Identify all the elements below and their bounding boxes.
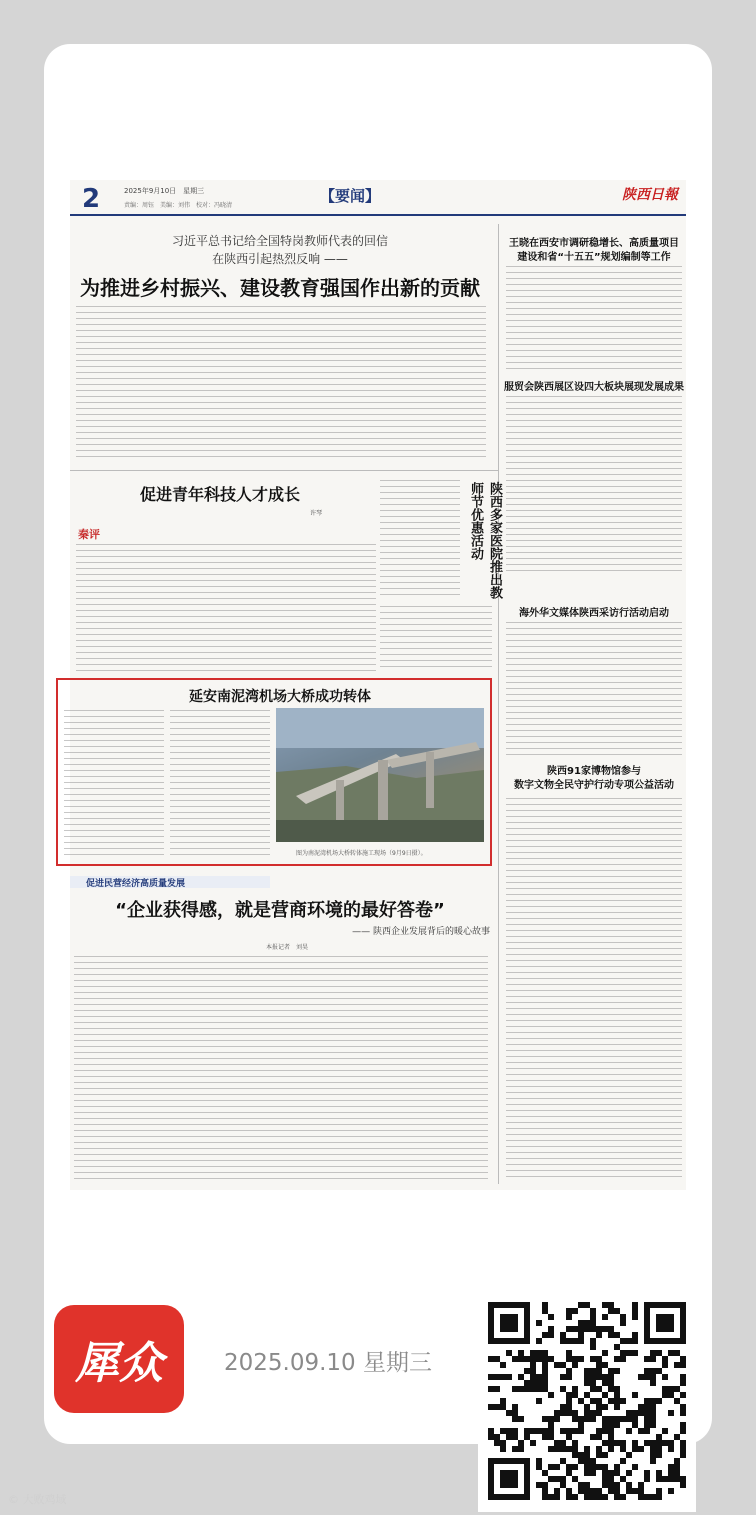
business-tag: 促进民营经济高质量发展 bbox=[86, 879, 186, 889]
page-number: 2 bbox=[82, 184, 101, 214]
masthead-date: 2025年9月10日 星期三 bbox=[124, 187, 205, 195]
teachers-body bbox=[380, 480, 460, 600]
app-logo-text: 犀众 bbox=[75, 1338, 163, 1389]
teachers-vertical-headline: 陕西多家医院推出教师节优惠活动 bbox=[468, 482, 502, 599]
app-logo[interactable] bbox=[54, 1305, 184, 1413]
museum-body bbox=[506, 798, 682, 1178]
commentary-label: 秦评 bbox=[78, 528, 100, 541]
masthead-meta: 责编：周钰 美编：刘伟 校对：冯晓清 bbox=[124, 202, 233, 209]
lead-headline: 为推进乡村振兴、建设教育强国作出新的贡献 bbox=[80, 276, 480, 300]
qr-code-pattern bbox=[478, 1292, 696, 1512]
right-top-body bbox=[506, 266, 682, 372]
overseas-body bbox=[506, 622, 682, 758]
overseas-headline: 海外华文媒体陕西采访行活动启动 bbox=[519, 608, 669, 619]
business-byline: 本报记者 刘昊 bbox=[266, 944, 309, 951]
qr-code[interactable] bbox=[478, 1292, 696, 1512]
bridge-caption: 图为南泥湾机场大桥转体施工现场（9月9日摄）。 bbox=[296, 850, 427, 857]
bridge-photo bbox=[276, 708, 484, 842]
bridge-body-2 bbox=[170, 710, 270, 856]
section-label: 【要闻】 bbox=[320, 187, 381, 205]
right-top-headline-2: 建设和省“十五五”规划编制等工作 bbox=[517, 252, 671, 263]
lead-kicker-2: 在陕西引起热烈反响 —— bbox=[212, 252, 348, 266]
lead-body-text bbox=[76, 306, 486, 461]
bridge-headline: 延安南泥湾机场大桥成功转体 bbox=[189, 689, 371, 705]
right-top-headline-1: 王晓在西安市调研稳增长、高质量项目 bbox=[509, 238, 679, 249]
watermark: © 大败鸡域 bbox=[8, 1493, 67, 1506]
teachers-body-2 bbox=[380, 606, 492, 672]
business-body bbox=[74, 956, 488, 1182]
services-body bbox=[506, 396, 682, 574]
section-divider bbox=[70, 470, 498, 471]
commentary-body bbox=[76, 544, 376, 672]
museum-headline-2: 数字文物全民守护行动专项公益活动 bbox=[514, 780, 674, 791]
masthead bbox=[70, 180, 686, 216]
commentary-headline: 促进青年科技人才成长 bbox=[139, 485, 300, 504]
business-subheadline: —— 陕西企业发展背后的暖心故事 bbox=[352, 927, 490, 937]
commentary-author: 许琴 bbox=[310, 510, 323, 517]
services-headline: 服贸会陕西展区设四大板块展现发展成果 bbox=[504, 382, 684, 393]
newspaper-page[interactable] bbox=[70, 180, 686, 1190]
newspaper-logo: 陕西日報 bbox=[622, 187, 678, 203]
museum-headline-1: 陕西91家博物馆参与 bbox=[547, 766, 641, 777]
issue-date: 2025.09.10 星期三 bbox=[224, 1350, 432, 1376]
bridge-illustration bbox=[276, 708, 484, 842]
business-headline: “企业获得感，就是营商环境的最好答卷” bbox=[115, 900, 445, 921]
column-divider bbox=[498, 224, 499, 1184]
bridge-body-1 bbox=[64, 710, 164, 856]
lead-kicker-1: 习近平总书记给全国特岗教师代表的回信 bbox=[171, 234, 388, 248]
